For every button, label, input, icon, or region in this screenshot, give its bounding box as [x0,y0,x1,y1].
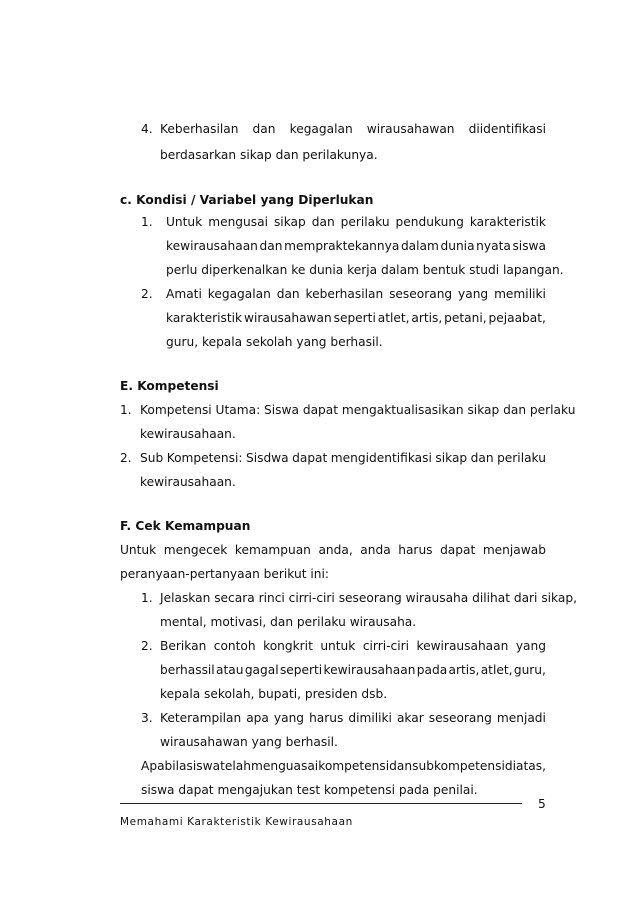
word: karakteristik [166,311,243,325]
list-number: 2. [141,287,153,301]
word: mengidentifikasi [330,451,432,465]
word: contoh [213,639,256,653]
word: Untuk [120,543,157,557]
footer-title: Memahami Karakteristik Kewirausahaan [120,816,353,828]
justified-line [140,450,546,466]
word: atlet, [480,663,513,677]
word: berhassil [160,663,215,677]
word: dapat [440,543,476,557]
list-item-text: kepala sekolah, bupati, presiden dsb. [160,687,388,701]
justified-line [141,758,546,774]
word: kewirausahaan [166,239,258,253]
word: akar [396,711,424,725]
section-heading-cek-kemampuan: F. Cek Kemampuan [120,519,251,533]
list-number: 2. [141,639,153,653]
justified-line [160,121,546,137]
word: Sisdwa [245,451,289,465]
word: diidentifikasi [468,122,546,136]
word: Keterampilan [160,711,242,725]
list-item-text: mental, motivasi, dan perilaku wirausaha. [160,615,417,629]
word: perilaku [497,451,546,465]
list-item-text: guru, kepala sekolah yang berhasil. [166,335,383,349]
word: Kompetensi: [166,451,243,465]
word: menjadi [496,711,546,725]
word: kewirausahaan [323,663,416,677]
page-number: 5 [538,797,546,811]
word: telah [220,759,251,773]
word: anda [360,543,391,557]
word: seseorang [389,287,453,301]
word: pejaabat, [488,311,546,325]
word: yang [515,639,546,653]
word: artis, [411,311,443,325]
section-heading-kompetensi: E. Kompetensi [120,379,219,393]
word: kemampuan [234,543,311,557]
list-number: 2. [120,451,132,465]
word: harus [309,711,344,725]
word: atas, [516,759,546,773]
word: Berikan [160,639,207,653]
word: sub [412,759,434,773]
word: yang [273,711,305,725]
word: mengecek [163,543,228,557]
word: sikap [273,215,306,229]
word: yang [458,287,489,301]
list-item-text: wirausahawan yang berhasil. [160,735,338,749]
list-number: 1. [141,215,153,229]
word: Amati [166,287,202,301]
word: seperti [279,663,323,677]
word: pada [416,663,448,677]
word: apa [246,711,269,725]
list-item-text: Jelaskan secara rinci cirri-ciri seseorang wirausaha dilihat dari sikap, [160,591,577,605]
word: dan [311,215,335,229]
list-number: 3. [141,711,153,725]
paragraph-text: siswa dapat mengajukan test kompetensi pada penilai. [141,783,478,797]
word: memiliki [494,287,546,301]
word: dapat [292,451,328,465]
word: guru, [513,663,546,677]
list-number: 1. [120,403,132,417]
word: dan [252,122,276,136]
section-heading-kondisi: c. Kondisi / Variabel yang Diperlukan [120,193,374,207]
word: karakteristik [469,215,546,229]
list-number: 1. [141,591,153,605]
word: atlet, [377,311,410,325]
list-item-text: berdasarkan sikap dan perilakunya. [160,148,378,162]
justified-line [160,710,546,726]
word: Keberhasilan [160,122,239,136]
word: gagal [244,663,279,677]
word: dan [276,287,300,301]
list-number: 4. [141,122,153,136]
word: sikap [435,451,468,465]
list-item-text: kewirausahaan. [140,427,236,441]
word: atau [216,663,244,677]
word: Apabila [141,759,187,773]
word: Sub [140,451,164,465]
word: kompetensi [433,759,505,773]
word: mempraktekannya [284,239,400,253]
word: mengusai [208,215,268,229]
word: perilaku [340,215,390,229]
justified-line [166,286,546,302]
paragraph-text: peranyaan-pertanyaan berikut ini: [120,567,329,581]
word: seperti [333,311,376,325]
word: dan [470,451,494,465]
word: wirausahawan [366,122,455,136]
word: menjawab [482,543,546,557]
list-item-text: perlu diperkenalkan ke dunia kerja dalam bentuk studi lapangan. [166,263,564,277]
word: kewirausahaan [416,639,509,653]
word: menguasai [250,759,319,773]
word: kongkrit [263,639,313,653]
justified-line [160,662,546,678]
list-item-text: Kompetensi Utama: Siswa dapat mengaktualisasikan sikap dan perlaku [140,403,576,417]
word: wirausahawan [243,311,332,325]
footer-divider [120,803,522,804]
word: siswa [186,759,221,773]
word: Untuk [166,215,203,229]
word: siswa [512,239,546,253]
word: dunia [440,239,475,253]
word: petani, [444,311,487,325]
justified-line [166,214,546,230]
justified-line [120,542,546,558]
word: dalam [400,239,439,253]
word: kegagalan [289,122,353,136]
justified-line [166,310,546,326]
word: di [504,759,517,773]
justified-line [160,638,546,654]
word: nyata [476,239,511,253]
word: artis, [448,663,480,677]
word: anda, [318,543,353,557]
word: untuk [320,639,356,653]
word: dan [259,239,283,253]
word: dan [389,759,413,773]
word: seseorang [428,711,492,725]
word: cirri-ciri [362,639,409,653]
list-item-text: kewirausahaan. [140,475,236,489]
word: kegagalan [207,287,271,301]
justified-line [166,238,546,254]
word: kompetensi [318,759,390,773]
word: dimiliki [348,711,392,725]
word: harus [398,543,433,557]
word: pendukung [395,215,464,229]
word: keberhasilan [305,287,384,301]
